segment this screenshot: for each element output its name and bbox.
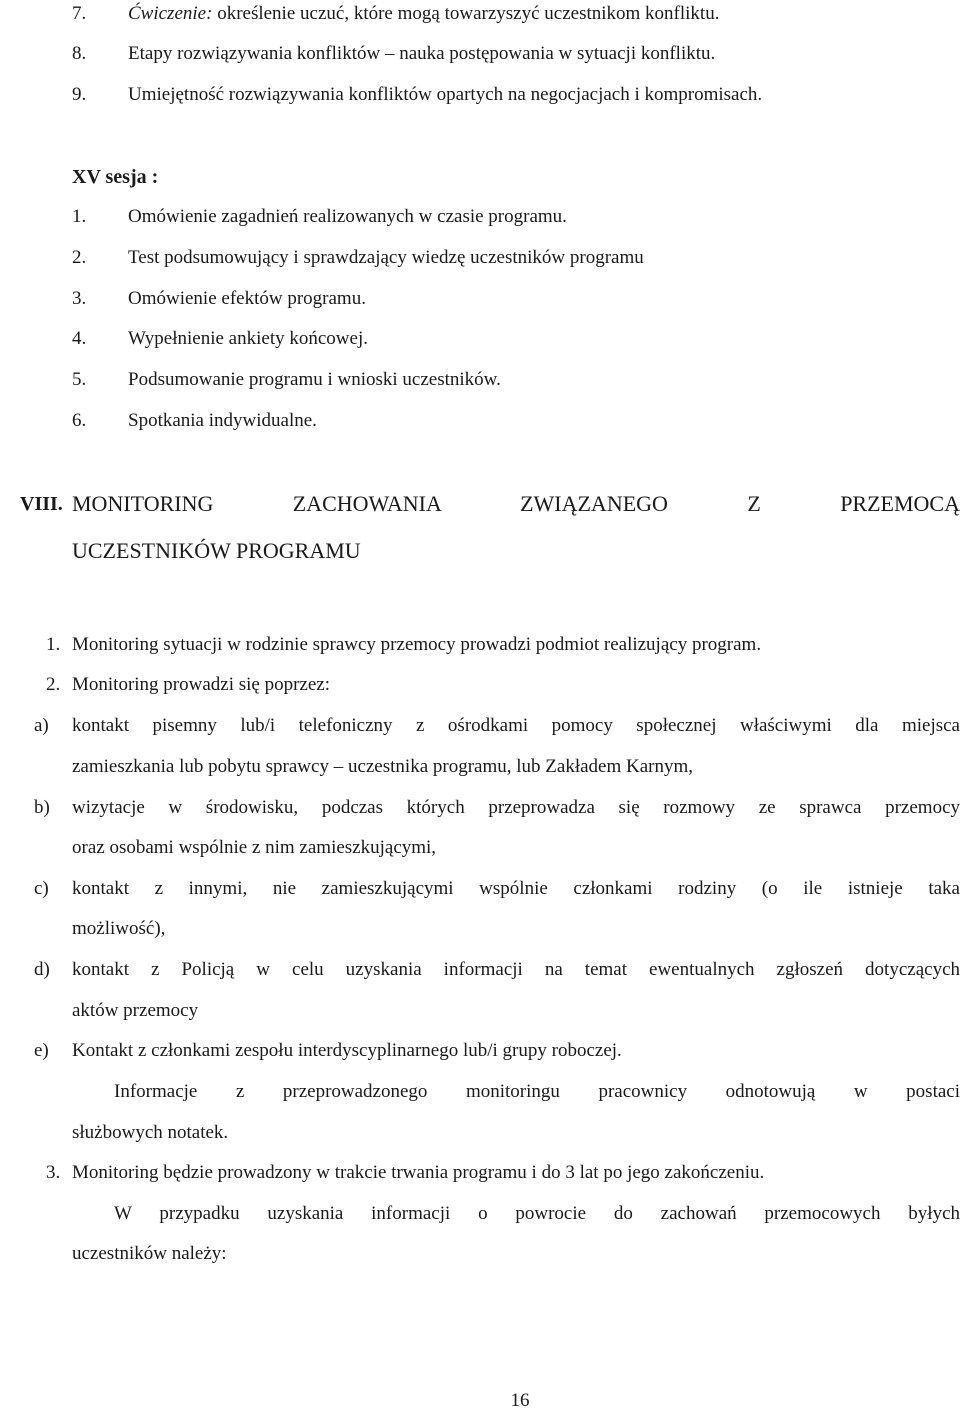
- list-text: Etapy rozwiązywania konfliktów – nauka postępowania w sytuacji konfliktu.: [128, 43, 716, 64]
- list-text: Omówienie zagadnień realizowanych w czasie programu.: [128, 206, 567, 227]
- list-item: [72, 368, 501, 392]
- list-text: Spotkania indywidualne.: [128, 410, 317, 431]
- list-item: [46, 673, 330, 697]
- session-title: XV sesja :: [72, 166, 159, 188]
- page-number: 16: [510, 1390, 530, 1411]
- list-item: [72, 287, 366, 311]
- list-item: [72, 42, 715, 66]
- list-item: [46, 633, 761, 657]
- list-text: Monitoring prowadzi się poprzez:: [72, 674, 331, 695]
- sub-item-text: aktów przemocy: [72, 1000, 199, 1021]
- info-paragraph: służbowych notatek.: [72, 1122, 229, 1143]
- final-paragraph: uczestników należy:: [72, 1243, 227, 1264]
- list-text: Podsumowanie programu i wnioski uczestników.: [128, 369, 501, 390]
- list-number: 2.: [46, 674, 61, 695]
- list-number: 3.: [46, 1162, 61, 1183]
- sub-item-letter: b): [34, 797, 50, 818]
- list-number: 3.: [72, 288, 87, 309]
- list-item: [72, 246, 644, 270]
- sub-item-text: kontakt z innymi, nie zamieszkującymi wspólnie członkami rodziny (o ile istnieje taka: [72, 878, 960, 899]
- sub-item-text: wizytacje w środowisku, podczas których przeprowadza się rozmowy ze sprawca przemocy: [72, 797, 960, 818]
- list-number: 7.: [72, 3, 87, 24]
- sub-item-letter: a): [34, 715, 49, 736]
- list-text: Umiejętność rozwiązywania konfliktów opartych na negocjacjach i kompromisach.: [128, 84, 763, 105]
- exercise-label: Ćwiczenie:: [128, 3, 213, 24]
- list-number: 5.: [72, 369, 87, 390]
- sub-item-text: kontakt pisemny lub/i telefoniczny z ośrodkami pomocy społecznej właściwymi dla miejsca: [72, 715, 960, 736]
- sub-item-text: Kontakt z członkami zespołu interdyscyplinarnego lub/i grupy roboczej.: [72, 1040, 622, 1061]
- section-number: VIII.: [20, 493, 63, 515]
- list-text: określenie uczuć, które mogą towarzyszyć uczestnikom konfliktu.: [212, 3, 720, 24]
- list-text: Test podsumowujący i sprawdzający wiedzę uczestników programu: [128, 247, 644, 268]
- list-text: Monitoring sytuacji w rodzinie sprawcy przemocy prowadzi podmiot realizujący program.: [72, 634, 762, 655]
- list-item: [72, 83, 762, 107]
- info-paragraph: Informacje z przeprowadzonego monitoringu pracownicy odnotowują w postaci: [114, 1081, 960, 1102]
- sub-item-text: możliwość),: [72, 918, 166, 939]
- final-paragraph: W przypadku uzyskania informacji o powrocie do zachowań przemocowych byłych: [114, 1203, 960, 1224]
- list-text: Monitoring będzie prowadzony w trakcie trwania programu i do 3 lat po jego zakończeniu.: [72, 1162, 765, 1183]
- section-title-line2: UCZESTNIKÓW PROGRAMU: [72, 538, 361, 563]
- list-number: 1.: [46, 634, 61, 655]
- list-number: 6.: [72, 410, 87, 431]
- list-item: [46, 1161, 764, 1185]
- sub-item-text: zamieszkania lub pobytu sprawcy – uczestnika programu, lub Zakładem Karnym,: [72, 756, 693, 777]
- list-number: 2.: [72, 247, 87, 268]
- list-number: 8.: [72, 43, 87, 64]
- sub-item-text: oraz osobami wspólnie z nim zamieszkującymi,: [72, 837, 437, 858]
- sub-item-letter: e): [34, 1040, 49, 1061]
- list-text: Omówienie efektów programu.: [128, 288, 366, 309]
- section-title-line1: MONITORING ZACHOWANIA ZWIĄZANEGO Z PRZEMOCĄ: [72, 491, 960, 516]
- list-number: 4.: [72, 328, 87, 349]
- list-text: Wypełnienie ankiety końcowej.: [128, 328, 368, 349]
- list-item: [72, 327, 368, 351]
- list-item: [72, 409, 317, 433]
- list-number: 9.: [72, 84, 87, 105]
- list-number: 1.: [72, 206, 87, 227]
- sub-item-letter: d): [34, 959, 50, 980]
- list-item: [72, 205, 567, 229]
- sub-item-letter: c): [34, 878, 49, 899]
- sub-item-text: kontakt z Policją w celu uzyskania informacji na temat ewentualnych zgłoszeń dotyczących: [72, 959, 960, 980]
- list-item: [72, 2, 719, 26]
